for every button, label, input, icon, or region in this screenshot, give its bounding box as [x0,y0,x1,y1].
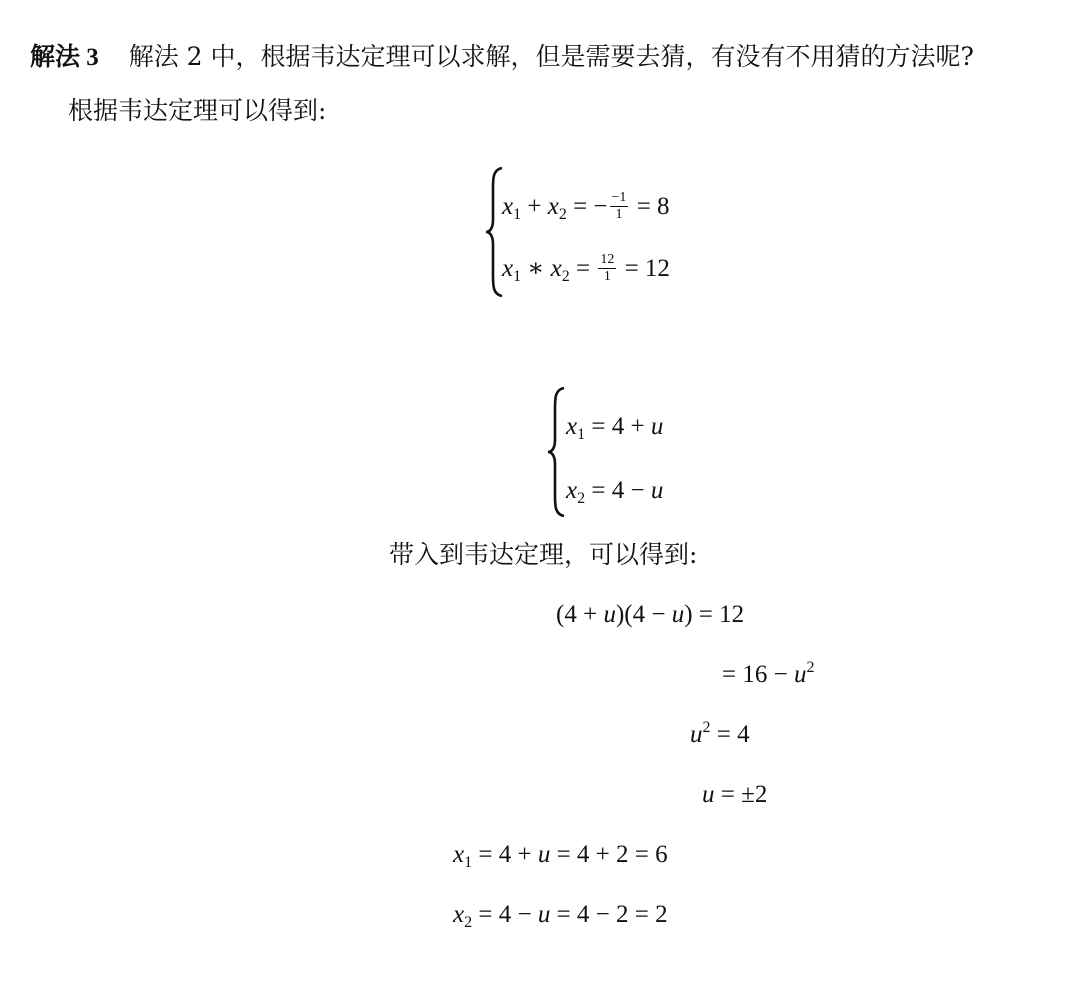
substitute-line: 带入到韦达定理，可以得到: [389,540,698,569]
left-brace-icon [546,386,568,518]
derivation-line-6: $x_2 = 4 - u = 4 - 2 = 2$ [453,901,668,931]
derivation-line-2: = $16 - u^2$ [722,659,815,688]
derivation-line-5: $x_1 = 4 + u = 4 + 2 = 6$ [453,841,668,871]
derivation-line-3: $u^2 = 4$ [690,719,750,748]
x2-substitution: $x_2 = 4 - u$ [566,477,664,507]
solution-heading [30,42,974,73]
derivation-line-4: u = ±2 [702,781,768,808]
x1-substitution: $x_1 = 4 + u$ [566,413,664,443]
solution-label: 解法 3 [30,44,99,71]
solution-intro-text: 解法 2 中，根据韦达定理可以求解，但是需要去猜，有没有不用猜的方法呢? [128,42,974,71]
vieta-sum-equation: $x_1 + x_2$ = − $\frac{-1}{1}$ = 8 [502,189,670,223]
intro-line: 根据韦达定理可以得到: [68,96,327,125]
sum-fraction: $\frac{-1}{1}$ [611,189,627,222]
product-fraction: $\frac{12}{1}$ [600,251,615,284]
derivation-line-1: (4 + u)(4 − u) = 12 [556,601,745,628]
vieta-product-equation: $x_1$ ∗ $x_2$ = $\frac{12}{1}$ = 12 [502,251,670,285]
